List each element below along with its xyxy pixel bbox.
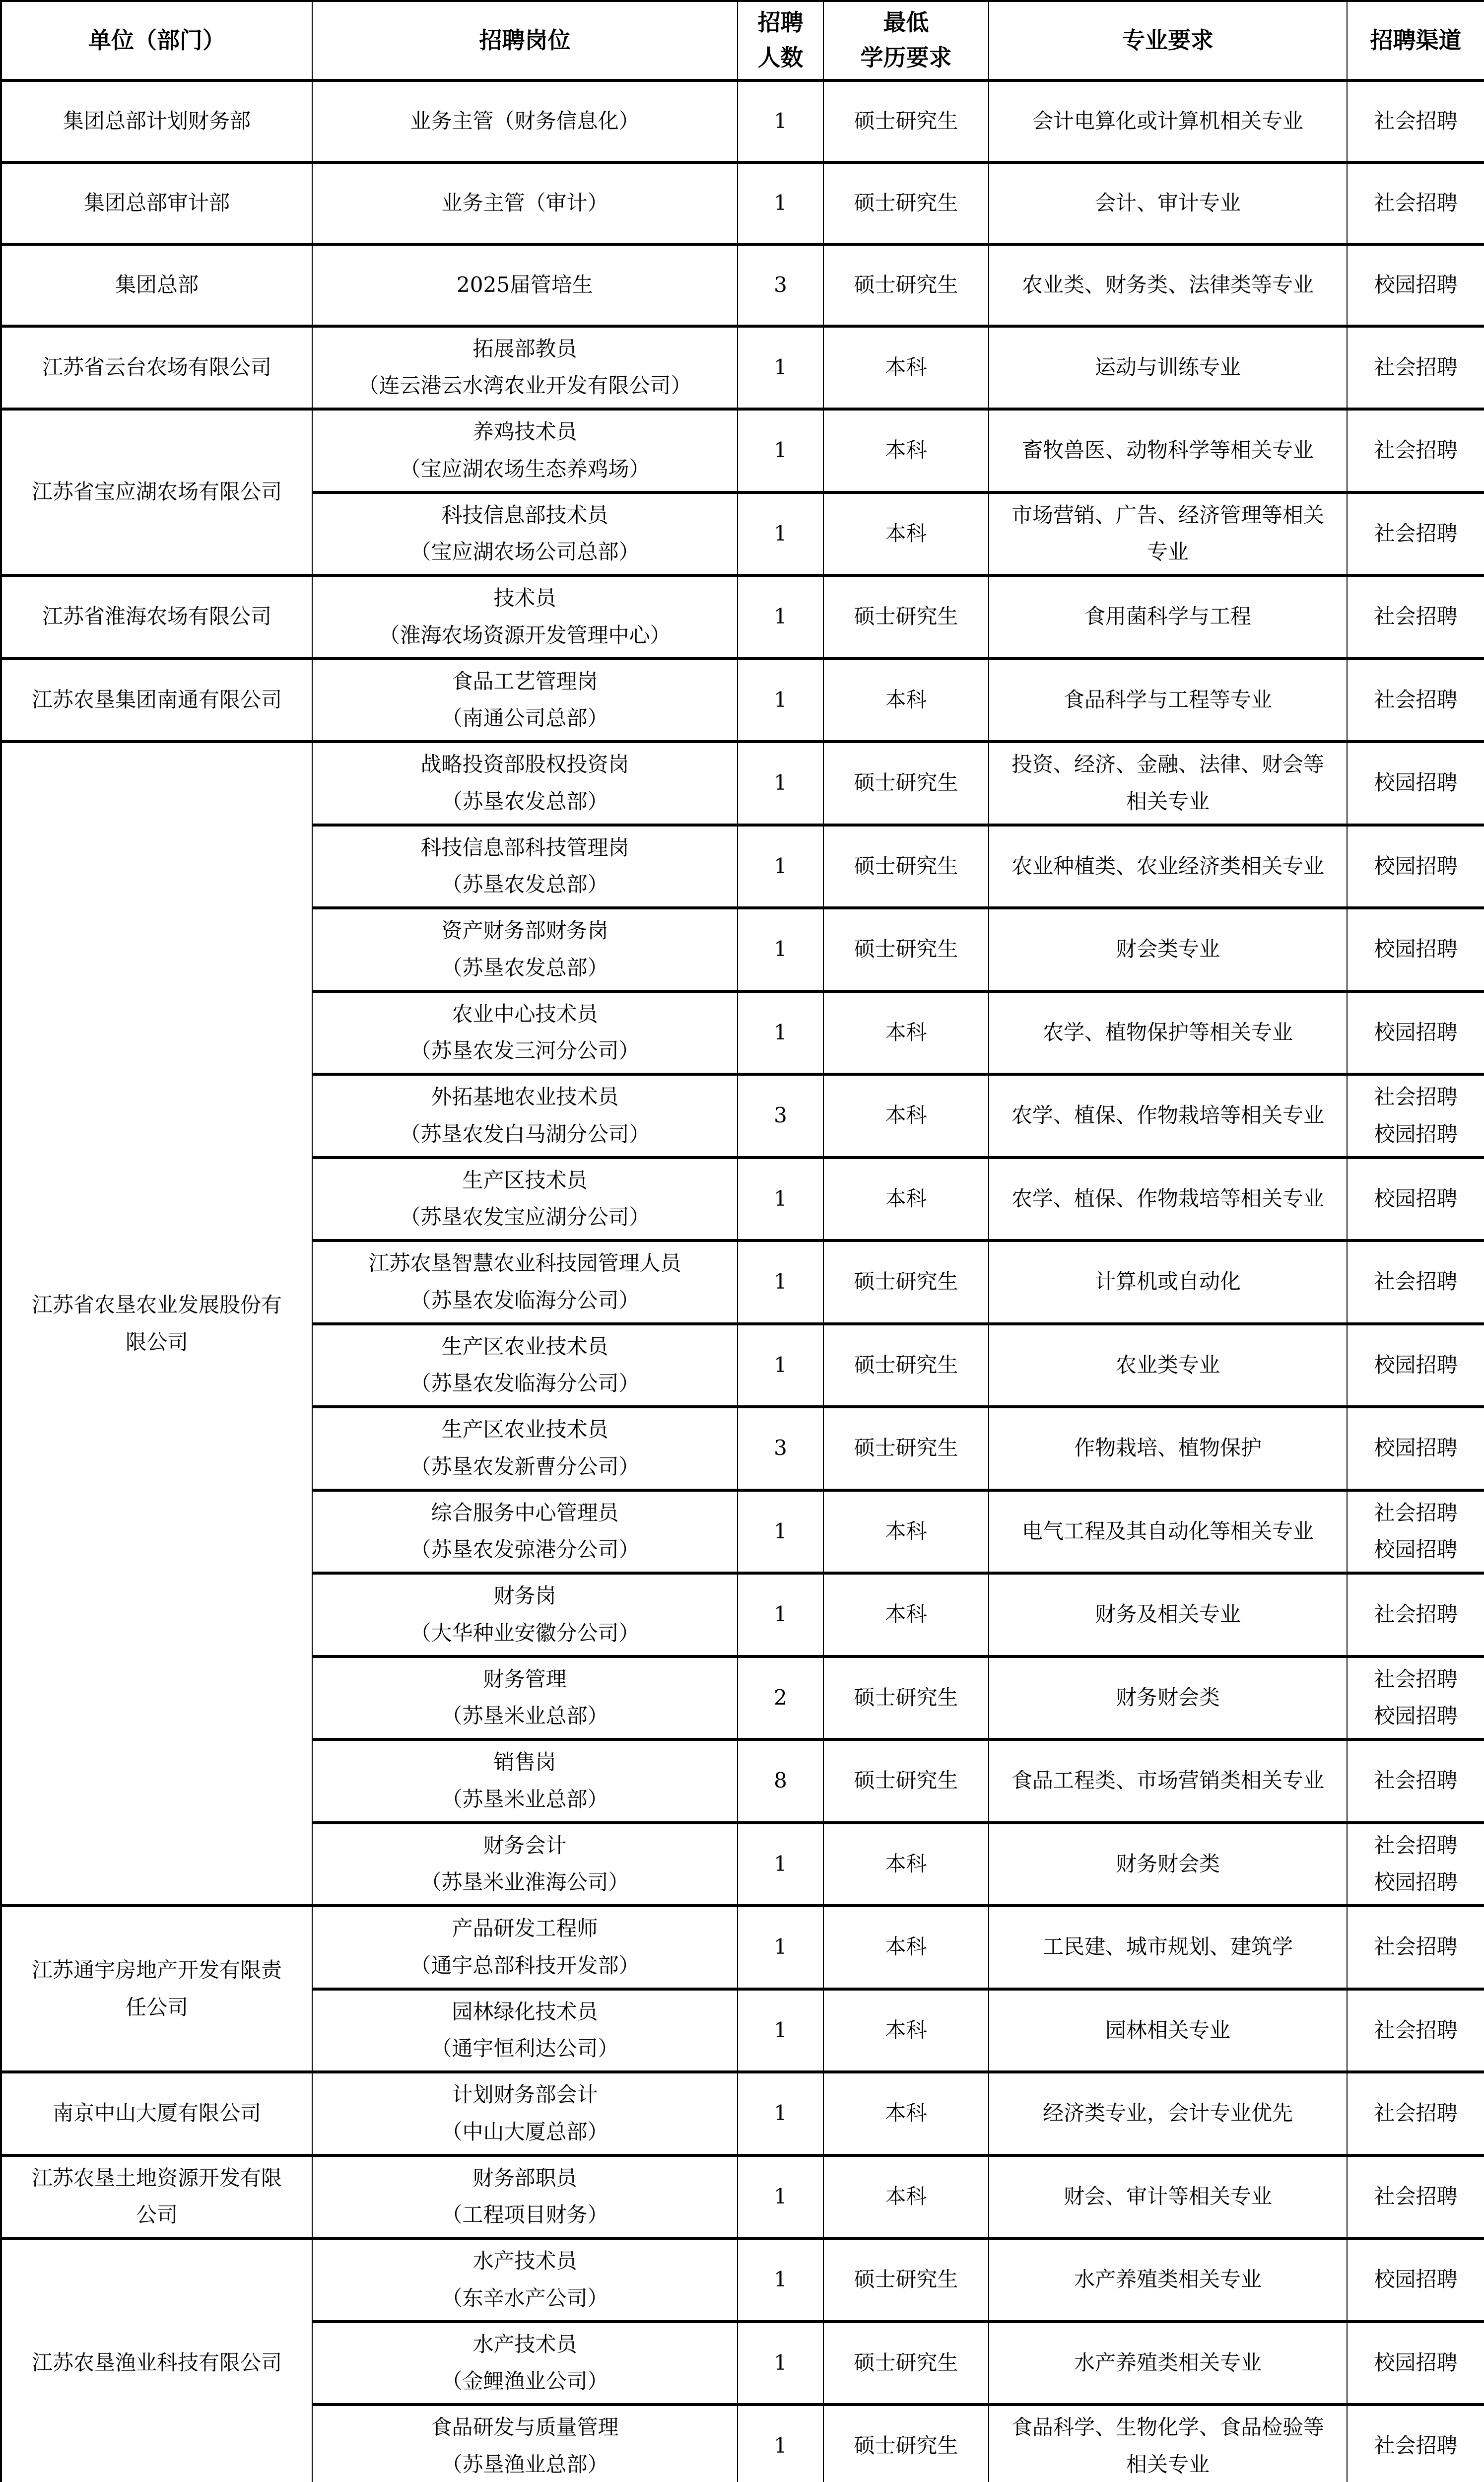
position-cell [312,1158,738,1241]
channel-text-line: 校园招聘 [1374,937,1458,962]
channel-text-line: 社会招聘 [1374,108,1458,133]
position-cell [312,80,738,162]
position-text-line: 生产区农业技术员 [441,1417,608,1442]
position-cell [312,1490,738,1574]
position-cell [312,908,738,991]
channel-cell [1347,1906,1484,1989]
column-header-position [312,1,738,80]
major-cell: 食品科学与工程等专业 [989,659,1347,742]
channel-cell [1347,825,1484,908]
position-text-line: 2025届管培生 [457,272,593,297]
position-text-line: 技术员 [493,586,556,611]
position-text-line: 战略投资部股权投资岗 [420,752,629,777]
channel-cell [1347,991,1484,1075]
headcount-cell: 3 [738,1074,823,1158]
major-cell: 投资、经济、金融、法律、财会等相关专业 [989,742,1347,825]
table-row [1,162,1484,244]
channel-cell [1347,2405,1484,2482]
channel-cell [1347,2322,1484,2405]
education-cell: 本科 [823,991,989,1075]
channel-cell [1347,1407,1484,1490]
position-text-line: 生产区农业技术员 [441,1334,608,1359]
channel-cell [1347,659,1484,742]
major-cell: 财务财会类 [989,1823,1347,1906]
headcount-cell: 1 [738,1158,823,1241]
table-row [1,575,1484,659]
position-text-line: 综合服务中心管理员 [431,1500,619,1525]
major-cell: 计算机或自动化 [989,1241,1347,1324]
channel-cell [1347,1074,1484,1158]
position-text-line: （中山大厦总部） [441,2119,608,2144]
position-text-line: 销售岗 [493,1750,556,1775]
position-text-line: （东辛水产公司） [441,2285,608,2310]
position-text-line: 科技信息部技术员 [441,502,608,527]
education-cell: 硕士研究生 [823,80,989,162]
channel-cell [1347,1158,1484,1241]
position-text-line: 财务会计 [483,1833,567,1858]
position-text-line: 食品工艺管理岗 [452,669,598,693]
position-text-line: （大华种业安徽分公司） [410,1620,640,1645]
position-text-line: 业务主管（审计） [441,190,608,215]
headcount-cell: 2 [738,1656,823,1740]
education-cell: 硕士研究生 [823,742,989,825]
position-cell [312,162,738,244]
table-row [1,2155,1484,2239]
headcount-cell: 1 [738,2322,823,2405]
header-text-line: 招聘岗位 [479,26,571,54]
table-row [1,2238,1484,2322]
position-cell [312,2238,738,2322]
position-text-line: 水产技术员 [472,2249,577,2274]
position-cell [312,2405,738,2482]
channel-text-line: 社会招聘 [1374,1934,1458,1959]
headcount-cell: 1 [738,575,823,659]
education-cell: 硕士研究生 [823,1656,989,1740]
channel-text-line: 校园招聘 [1374,1704,1458,1728]
education-cell: 硕士研究生 [823,1739,989,1823]
education-cell: 本科 [823,1490,989,1574]
position-text-line: （苏垦农发新曹分公司） [410,1454,640,1479]
channel-text-line: 社会招聘 [1374,604,1458,629]
company-cell: 江苏省农垦农业发展股份有限公司 [1,742,312,1906]
column-header-min-education [823,1,989,80]
headcount-cell: 1 [738,659,823,742]
channel-text-line: 校园招聘 [1374,1020,1458,1044]
company-cell: 江苏农垦集团南通有限公司 [1,659,312,742]
position-text-line: 业务主管（财务信息化） [410,108,640,133]
major-cell: 农业类专业 [989,1324,1347,1407]
header-text-line: 学历要求 [860,44,952,71]
major-cell: 农学、植保、作物栽培等相关专业 [989,1158,1347,1241]
position-text-line: 江苏农垦智慧农业科技园管理人员 [368,1251,681,1276]
education-cell: 本科 [823,1989,989,2072]
channel-text-line: 社会招聘 [1374,687,1458,712]
channel-text-line: 校园招聘 [1374,1186,1458,1211]
position-cell [312,1573,738,1656]
major-cell: 工民建、城市规划、建筑学 [989,1906,1347,1989]
channel-cell [1347,244,1484,326]
channel-text-line: 社会招聘 [1374,1602,1458,1627]
table-body [1,80,1484,2482]
company-cell: 江苏省宝应湖农场有限公司 [1,409,312,575]
position-text-line: （苏垦农发总部） [441,955,608,980]
table-row [1,659,1484,742]
position-text-line: （苏垦米业淮海公司） [420,1870,629,1895]
headcount-cell: 1 [738,825,823,908]
headcount-cell: 1 [738,326,823,410]
headcount-cell: 3 [738,1407,823,1490]
position-text-line: 外拓基地农业技术员 [431,1085,619,1109]
channel-cell [1347,575,1484,659]
column-header-headcount [738,1,823,80]
channel-cell [1347,1324,1484,1407]
headcount-cell: 1 [738,1823,823,1906]
headcount-cell: 1 [738,409,823,492]
position-text-line: （淮海农场资源开发管理中心） [379,622,671,647]
channel-cell [1347,1823,1484,1906]
company-cell: 江苏农垦土地资源开发有限公司 [1,2155,312,2239]
channel-cell [1347,1989,1484,2072]
channel-cell [1347,492,1484,576]
education-cell: 硕士研究生 [823,1324,989,1407]
major-cell: 农学、植物保护等相关专业 [989,991,1347,1075]
channel-text-line: 社会招聘 [1374,2017,1458,2042]
headcount-cell: 1 [738,1906,823,1989]
channel-text-line: 校园招聘 [1374,1870,1458,1895]
headcount-cell: 1 [738,742,823,825]
channel-text-line: 社会招聘 [1374,521,1458,546]
channel-cell [1347,409,1484,492]
position-text-line: 食品研发与质量管理 [431,2415,619,2440]
position-text-line: 水产技术员 [472,2332,577,2356]
position-text-line: （宝应湖农场生态养鸡场） [400,456,650,481]
position-cell [312,2072,738,2155]
channel-text-line: 社会招聘 [1374,2101,1458,2126]
education-cell: 本科 [823,1158,989,1241]
header-text-line: 招聘渠道 [1370,26,1462,54]
channel-text-line: 社会招聘 [1374,1666,1458,1691]
headcount-cell: 1 [738,2155,823,2239]
table-row [1,2072,1484,2155]
major-cell: 园林相关专业 [989,1989,1347,2072]
headcount-cell: 1 [738,908,823,991]
channel-text-line: 社会招聘 [1374,354,1458,379]
channel-text-line: 社会招聘 [1374,190,1458,215]
position-text-line: 农业中心技术员 [452,1001,598,1026]
company-cell: 集团总部 [1,244,312,326]
position-text-line: 拓展部教员 [472,336,577,361]
education-cell: 本科 [823,2155,989,2239]
position-cell [312,1823,738,1906]
channel-text-line: 社会招聘 [1374,1768,1458,1793]
header-text-line: 最低 [883,9,929,36]
company-cell: 江苏省云台农场有限公司 [1,326,312,410]
position-cell [312,244,738,326]
position-text-line: （连云港云水湾农业开发有限公司） [358,373,692,398]
position-cell [312,825,738,908]
channel-text-line: 校园招聘 [1374,1121,1458,1146]
major-cell: 农业类、财务类、法律类等专业 [989,244,1347,326]
position-text-line: （苏垦农发临海分公司） [410,1371,640,1396]
position-text-line: （苏垦农发总部） [441,789,608,814]
position-text-line: （金鲤渔业公司） [441,2369,608,2394]
education-cell: 硕士研究生 [823,2322,989,2405]
headcount-cell: 1 [738,2405,823,2482]
column-header-channel [1347,1,1484,80]
channel-text-line: 社会招聘 [1374,1500,1458,1525]
channel-text-line: 社会招聘 [1374,1085,1458,1109]
channel-cell [1347,1573,1484,1656]
position-text-line: 科技信息部科技管理岗 [420,835,629,860]
education-cell: 硕士研究生 [823,1407,989,1490]
education-cell: 本科 [823,409,989,492]
education-cell: 硕士研究生 [823,2238,989,2322]
channel-cell [1347,908,1484,991]
position-text-line: 生产区技术员 [462,1168,588,1192]
company-cell: 集团总部审计部 [1,162,312,244]
position-cell [312,1656,738,1740]
major-cell: 市场营销、广告、经济管理等相关专业 [989,492,1347,576]
company-cell: 南京中山大厦有限公司 [1,2072,312,2155]
major-cell: 农学、植保、作物栽培等相关专业 [989,1074,1347,1158]
headcount-cell: 1 [738,1241,823,1324]
header-text-line: 单位（部门） [88,26,225,54]
education-cell: 硕士研究生 [823,162,989,244]
headcount-cell: 1 [738,1490,823,1574]
education-cell: 本科 [823,492,989,576]
headcount-cell: 1 [738,162,823,244]
education-cell: 硕士研究生 [823,244,989,326]
channel-text-line: 社会招聘 [1374,438,1458,463]
position-text-line: （苏垦农发宝应湖分公司） [400,1205,650,1230]
education-cell: 本科 [823,326,989,410]
table-row [1,742,1484,825]
column-header-unit-department [1,1,312,80]
position-text-line: 资产财务部财务岗 [441,918,608,943]
position-text-line: （宝应湖农场公司总部） [410,540,640,564]
major-cell: 食用菌科学与工程 [989,575,1347,659]
channel-text-line: 校园招聘 [1374,1436,1458,1460]
position-text-line: 养鸡技术员 [472,419,577,444]
education-cell: 本科 [823,2072,989,2155]
company-cell: 江苏农垦渔业科技有限公司 [1,2238,312,2482]
position-text-line: （苏垦农发临海分公司） [410,1288,640,1312]
header-text-line: 招聘 [757,9,804,36]
position-text-line: 园林绿化技术员 [452,1999,598,2024]
header-text-line: 人数 [757,44,804,71]
channel-cell [1347,2072,1484,2155]
position-cell [312,1906,738,1989]
major-cell: 作物栽培、植物保护 [989,1407,1347,1490]
channel-cell [1347,162,1484,244]
position-text-line: （南通公司总部） [441,706,608,731]
major-cell: 电气工程及其自动化等相关专业 [989,1490,1347,1574]
header-text-line: 专业要求 [1122,26,1214,54]
major-cell: 运动与训练专业 [989,326,1347,410]
position-cell [312,492,738,576]
major-cell: 经济类专业，会计专业优先 [989,2072,1347,2155]
channel-text-line: 社会招聘 [1374,1833,1458,1858]
position-cell [312,991,738,1075]
channel-text-line: 校园招聘 [1374,272,1458,297]
position-cell [312,1241,738,1324]
position-text-line: （工程项目财务） [441,2203,608,2227]
headcount-cell: 1 [738,492,823,576]
table-header [1,1,1484,80]
education-cell: 硕士研究生 [823,908,989,991]
position-text-line: （苏垦农发白马湖分公司） [400,1121,650,1146]
channel-text-line: 社会招聘 [1374,2184,1458,2208]
headcount-cell: 1 [738,1573,823,1656]
headcount-cell: 1 [738,1989,823,2072]
position-text-line: （苏垦农发弶港分公司） [410,1537,640,1562]
education-cell: 本科 [823,1906,989,1989]
headcount-cell: 1 [738,1324,823,1407]
major-cell: 会计、审计专业 [989,162,1347,244]
channel-cell [1347,1739,1484,1823]
table-row [1,409,1484,492]
position-cell [312,659,738,742]
position-text-line: 计划财务部会计 [452,2082,598,2107]
education-cell: 本科 [823,659,989,742]
headcount-cell: 1 [738,991,823,1075]
position-cell [312,1074,738,1158]
table-row [1,80,1484,162]
headcount-cell: 1 [738,2072,823,2155]
position-cell [312,2322,738,2405]
channel-text-line: 社会招聘 [1374,1269,1458,1294]
major-cell: 水产养殖类相关专业 [989,2238,1347,2322]
education-cell: 硕士研究生 [823,1241,989,1324]
position-cell [312,1324,738,1407]
channel-text-line: 校园招聘 [1374,1352,1458,1377]
education-cell: 硕士研究生 [823,825,989,908]
position-cell [312,742,738,825]
position-text-line: 财务部职员 [472,2165,577,2190]
headcount-cell: 1 [738,80,823,162]
channel-text-line: 校园招聘 [1374,1537,1458,1562]
channel-cell [1347,1656,1484,1740]
table-row [1,244,1484,326]
channel-text-line: 校园招聘 [1374,853,1458,878]
position-text-line: 产品研发工程师 [452,1916,598,1941]
major-cell: 财会、审计等相关专业 [989,2155,1347,2239]
position-text-line: （通宇恒利达公司） [431,2036,619,2061]
position-cell [312,1989,738,2072]
major-cell: 水产养殖类相关专业 [989,2322,1347,2405]
education-cell: 本科 [823,1573,989,1656]
headcount-cell: 3 [738,244,823,326]
company-cell: 集团总部计划财务部 [1,80,312,162]
header-row [1,1,1484,80]
position-cell [312,326,738,410]
major-cell: 畜牧兽医、动物科学等相关专业 [989,409,1347,492]
channel-text-line: 校园招聘 [1374,770,1458,795]
major-cell: 会计电算化或计算机相关专业 [989,80,1347,162]
position-cell [312,1407,738,1490]
channel-text-line: 校园招聘 [1374,2350,1458,2375]
education-cell: 本科 [823,1074,989,1158]
headcount-cell: 1 [738,2238,823,2322]
company-cell: 江苏省淮海农场有限公司 [1,575,312,659]
major-cell: 农业种植类、农业经济类相关专业 [989,825,1347,908]
position-text-line: （通宇总部科技开发部） [410,1953,640,1978]
education-cell: 硕士研究生 [823,575,989,659]
major-cell: 财务及相关专业 [989,1573,1347,1656]
position-cell [312,1739,738,1823]
major-cell: 食品工程类、市场营销类相关专业 [989,1739,1347,1823]
major-cell: 食品科学、生物化学、食品检验等相关专业 [989,2405,1347,2482]
channel-cell [1347,2155,1484,2239]
position-cell [312,2155,738,2239]
channel-cell [1347,1241,1484,1324]
channel-cell [1347,742,1484,825]
position-text-line: （苏垦米业总部） [441,1704,608,1728]
position-text-line: 财务管理 [483,1666,567,1691]
channel-text-line: 校园招聘 [1374,2267,1458,2292]
company-cell: 江苏通宇房地产开发有限责任公司 [1,1906,312,2072]
channel-cell [1347,1490,1484,1574]
channel-cell [1347,2238,1484,2322]
education-cell: 本科 [823,1823,989,1906]
channel-text-line: 社会招聘 [1374,2433,1458,2458]
position-text-line: （苏垦农发三河分公司） [410,1038,640,1063]
major-cell: 财务财会类 [989,1656,1347,1740]
position-text-line: （苏垦农发总部） [441,872,608,897]
headcount-cell: 8 [738,1739,823,1823]
position-text-line: （苏垦渔业总部） [441,2452,608,2477]
position-text-line: （苏垦米业总部） [441,1787,608,1811]
major-cell: 财会类专业 [989,908,1347,991]
channel-cell [1347,326,1484,410]
position-cell [312,575,738,659]
education-cell: 硕士研究生 [823,2405,989,2482]
column-header-major-requirement [989,1,1347,80]
position-cell [312,409,738,492]
table-row [1,1906,1484,1989]
table-row [1,326,1484,410]
channel-cell [1347,80,1484,162]
position-text-line: 财务岗 [493,1584,556,1608]
